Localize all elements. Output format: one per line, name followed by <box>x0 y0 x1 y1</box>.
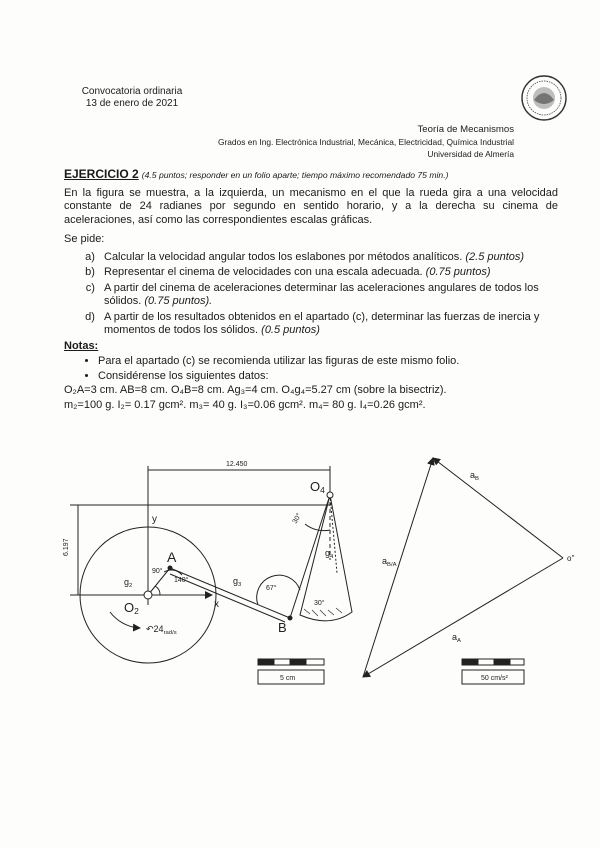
label-g3: $g_3$ <box>233 576 242 588</box>
label-accel-aba: $a_{B/A}$ <box>382 556 397 568</box>
label-o4: O4 <box>310 479 325 495</box>
label-angle-67: 67° <box>266 585 277 592</box>
label-g2: $g_2$ <box>124 577 133 589</box>
label-accel-origin: o'' <box>567 554 575 563</box>
label-a: A <box>167 549 177 565</box>
label-b: B <box>278 620 287 635</box>
label-accel-ab: $a_B$ <box>470 470 479 482</box>
asignatura: Teoría de Mecanismos <box>417 124 514 135</box>
label-omega: $↶24_{rad/s}$ <box>146 624 177 636</box>
coupler-ab <box>170 568 290 618</box>
task-item: a. Calcular la velocidad angular todos los eslabones por métodos analíticos. (2.5 puntos) <box>98 251 558 265</box>
task-item: b. Representar el cinema de velocidades con una escala adecuada. (0.75 puntos) <box>98 266 558 280</box>
label-angle-30a: 30° <box>291 512 304 525</box>
label-scale-right: 50 cm/s² <box>481 675 508 682</box>
label-x: x <box>214 599 219 610</box>
label-g4: $g_4$ <box>325 548 334 560</box>
exercise-intro: En la figura se muestra, a la izquierda, un mecanismo en el que la rueda gira a una velocidad constante de 24 radianes por segundo en sentido horario, y a la derecha su cinema de aceleraciones, así como las correspondientes escalas gráficas. <box>64 186 558 226</box>
note-item: • Para el apartado (c) se recomienda utilizar las figuras de este mismo folio. <box>98 355 558 369</box>
datos-line-2: m₂=100 g. I₂= 0.17 gcm². m₃= 40 g. I₃=0.06 gcm². m₄= 80 g. I₄=0.26 gcm². <box>64 398 426 411</box>
label-y: y <box>152 514 157 525</box>
exercise-title: EJERCICIO 2 <box>64 167 139 181</box>
convocatoria: Convocatoria ordinaria <box>81 86 183 97</box>
label-scale-left: 5 cm <box>280 675 296 682</box>
fecha: 13 de enero de 2021 <box>85 98 179 109</box>
label-angle-30b: 30° <box>314 600 325 607</box>
notas-label: Notas: <box>64 339 99 352</box>
grados: Grados en Ing. Electrónica Industrial, Mecánica, Electricidad, Química Industrial <box>217 137 514 147</box>
label-angle-90: 90° <box>152 568 163 575</box>
exercise-note: (4.5 puntos; responder en un folio aparte; tiempo máximo recomendado 75 min.) <box>141 170 449 180</box>
note-item: • Considérense los siguientes datos: <box>98 370 558 384</box>
universidad: Universidad de Almería <box>427 149 514 159</box>
task-item: c. A partir del cinema de aceleraciones determinar las aceleraciones angulares de todos los sólidos. (0.75 puntos). <box>98 282 558 309</box>
vector-ab <box>433 458 563 558</box>
se-pide: Se pide: <box>64 233 105 245</box>
label-accel-aa: $a_A$ <box>452 632 461 644</box>
label-angle-140: 140° <box>174 577 189 584</box>
label-o2: O2 <box>124 600 139 616</box>
task-item: d. A partir de los resultados obtenidos en el apartado (c), determinar las fuerzas de inercia y momentos de todos los sólidos. (0.5 puntos) <box>98 311 558 338</box>
label-dim-vertical: 6.197 <box>63 538 70 556</box>
label-dim-horizontal: 12.450 <box>226 461 248 468</box>
vector-aba <box>363 458 433 677</box>
datos-line-1: O₂A=3 cm. AB=8 cm. O₄B=8 cm. Ag₃=4 cm. O₄g₄=5.27 cm (sobre la bisectriz). <box>64 384 447 396</box>
